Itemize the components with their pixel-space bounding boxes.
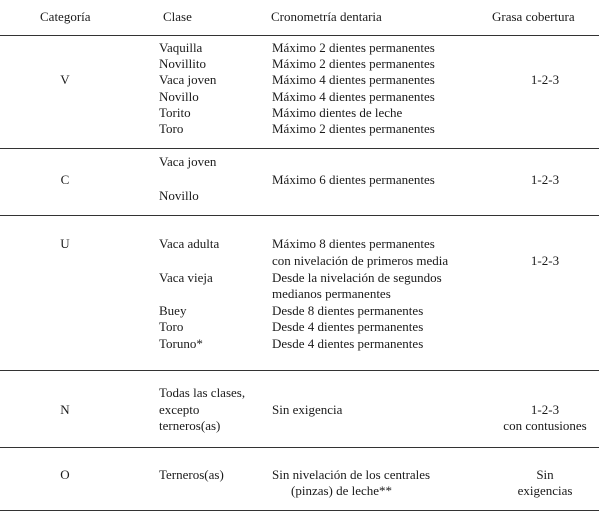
header-cronometria: Cronometría dentaria	[271, 9, 382, 24]
grasa-cell: 1-2-3	[530, 402, 560, 417]
clase-cell: Toro	[159, 319, 184, 334]
rule-row-u	[0, 370, 599, 371]
grasa-cell: 1-2-3	[530, 172, 560, 187]
grasa-cell: Sin	[536, 467, 554, 482]
cronometria-cell: Desde 4 dientes permanentes	[272, 319, 424, 334]
cronometria-cell: Máximo 4 dientes permanentes	[272, 89, 435, 104]
cronometria-cell: Desde 8 dientes permanentes	[272, 303, 424, 318]
clase-cell: Novillo	[159, 89, 199, 104]
header-categoria: Categoría	[40, 9, 91, 24]
rule-header	[0, 35, 599, 36]
categoria-cell: V	[60, 72, 70, 87]
clase-cell: Vaquilla	[159, 40, 203, 55]
header-grasa: Grasa cobertura	[492, 9, 575, 24]
clase-cell: Toro	[159, 121, 184, 136]
clase-cell: Toruno*	[159, 336, 203, 351]
cronometria-cell: con nivelación de primeros media	[272, 253, 449, 268]
rule-row-v	[0, 148, 599, 149]
cronometria-cell: Máximo 2 dientes permanentes	[272, 56, 435, 71]
clase-cell: Vaca joven	[159, 72, 217, 87]
categoria-cell: U	[60, 236, 70, 251]
rule-row-n	[0, 447, 599, 448]
cronometria-cell: medianos permanentes	[272, 286, 391, 301]
grasa-cell: 1-2-3	[530, 72, 560, 87]
cronometria-cell: Máximo dientes de leche	[272, 105, 403, 120]
clase-cell: Terneros(as)	[159, 467, 224, 482]
clase-cell: excepto	[159, 402, 200, 417]
cronometria-cell: Sin nivelación de los centrales	[272, 467, 431, 482]
clase-cell: Todas las clases,	[159, 385, 246, 400]
categoria-cell: O	[60, 467, 70, 482]
rule-bottom	[0, 510, 599, 511]
clase-cell: Vaca vieja	[159, 270, 213, 285]
clase-cell: Buey	[159, 303, 187, 318]
rule-row-c	[0, 215, 599, 216]
cronometria-cell: Sin exigencia	[272, 402, 343, 417]
cronometria-cell: Desde 4 dientes permanentes	[272, 336, 424, 351]
categoria-cell: N	[60, 402, 70, 417]
cronometria-cell: Máximo 2 dientes permanentes	[272, 40, 435, 55]
clase-cell: Novillito	[159, 56, 206, 71]
cronometria-cell: Máximo 2 dientes permanentes	[272, 121, 435, 136]
cronometria-cell: Desde la nivelación de segundos	[272, 270, 442, 285]
cronometria-cell: (pinzas) de leche**	[291, 483, 393, 498]
clase-cell: Torito	[159, 105, 191, 120]
clase-cell: terneros(as)	[159, 418, 221, 433]
grasa-cell: con contusiones	[503, 418, 587, 433]
clase-cell: Novillo	[159, 188, 199, 203]
cronometria-cell: Máximo 6 dientes permanentes	[272, 172, 435, 187]
cronometria-cell: Máximo 8 dientes permanentes	[272, 236, 435, 251]
grasa-cell: 1-2-3	[530, 253, 560, 268]
clase-cell: Vaca adulta	[159, 236, 220, 251]
grasa-cell: exigencias	[517, 483, 573, 498]
cronometria-cell: Máximo 4 dientes permanentes	[272, 72, 435, 87]
clase-cell: Vaca joven	[159, 154, 217, 169]
header-clase: Clase	[163, 9, 192, 24]
categoria-cell: C	[60, 172, 70, 187]
